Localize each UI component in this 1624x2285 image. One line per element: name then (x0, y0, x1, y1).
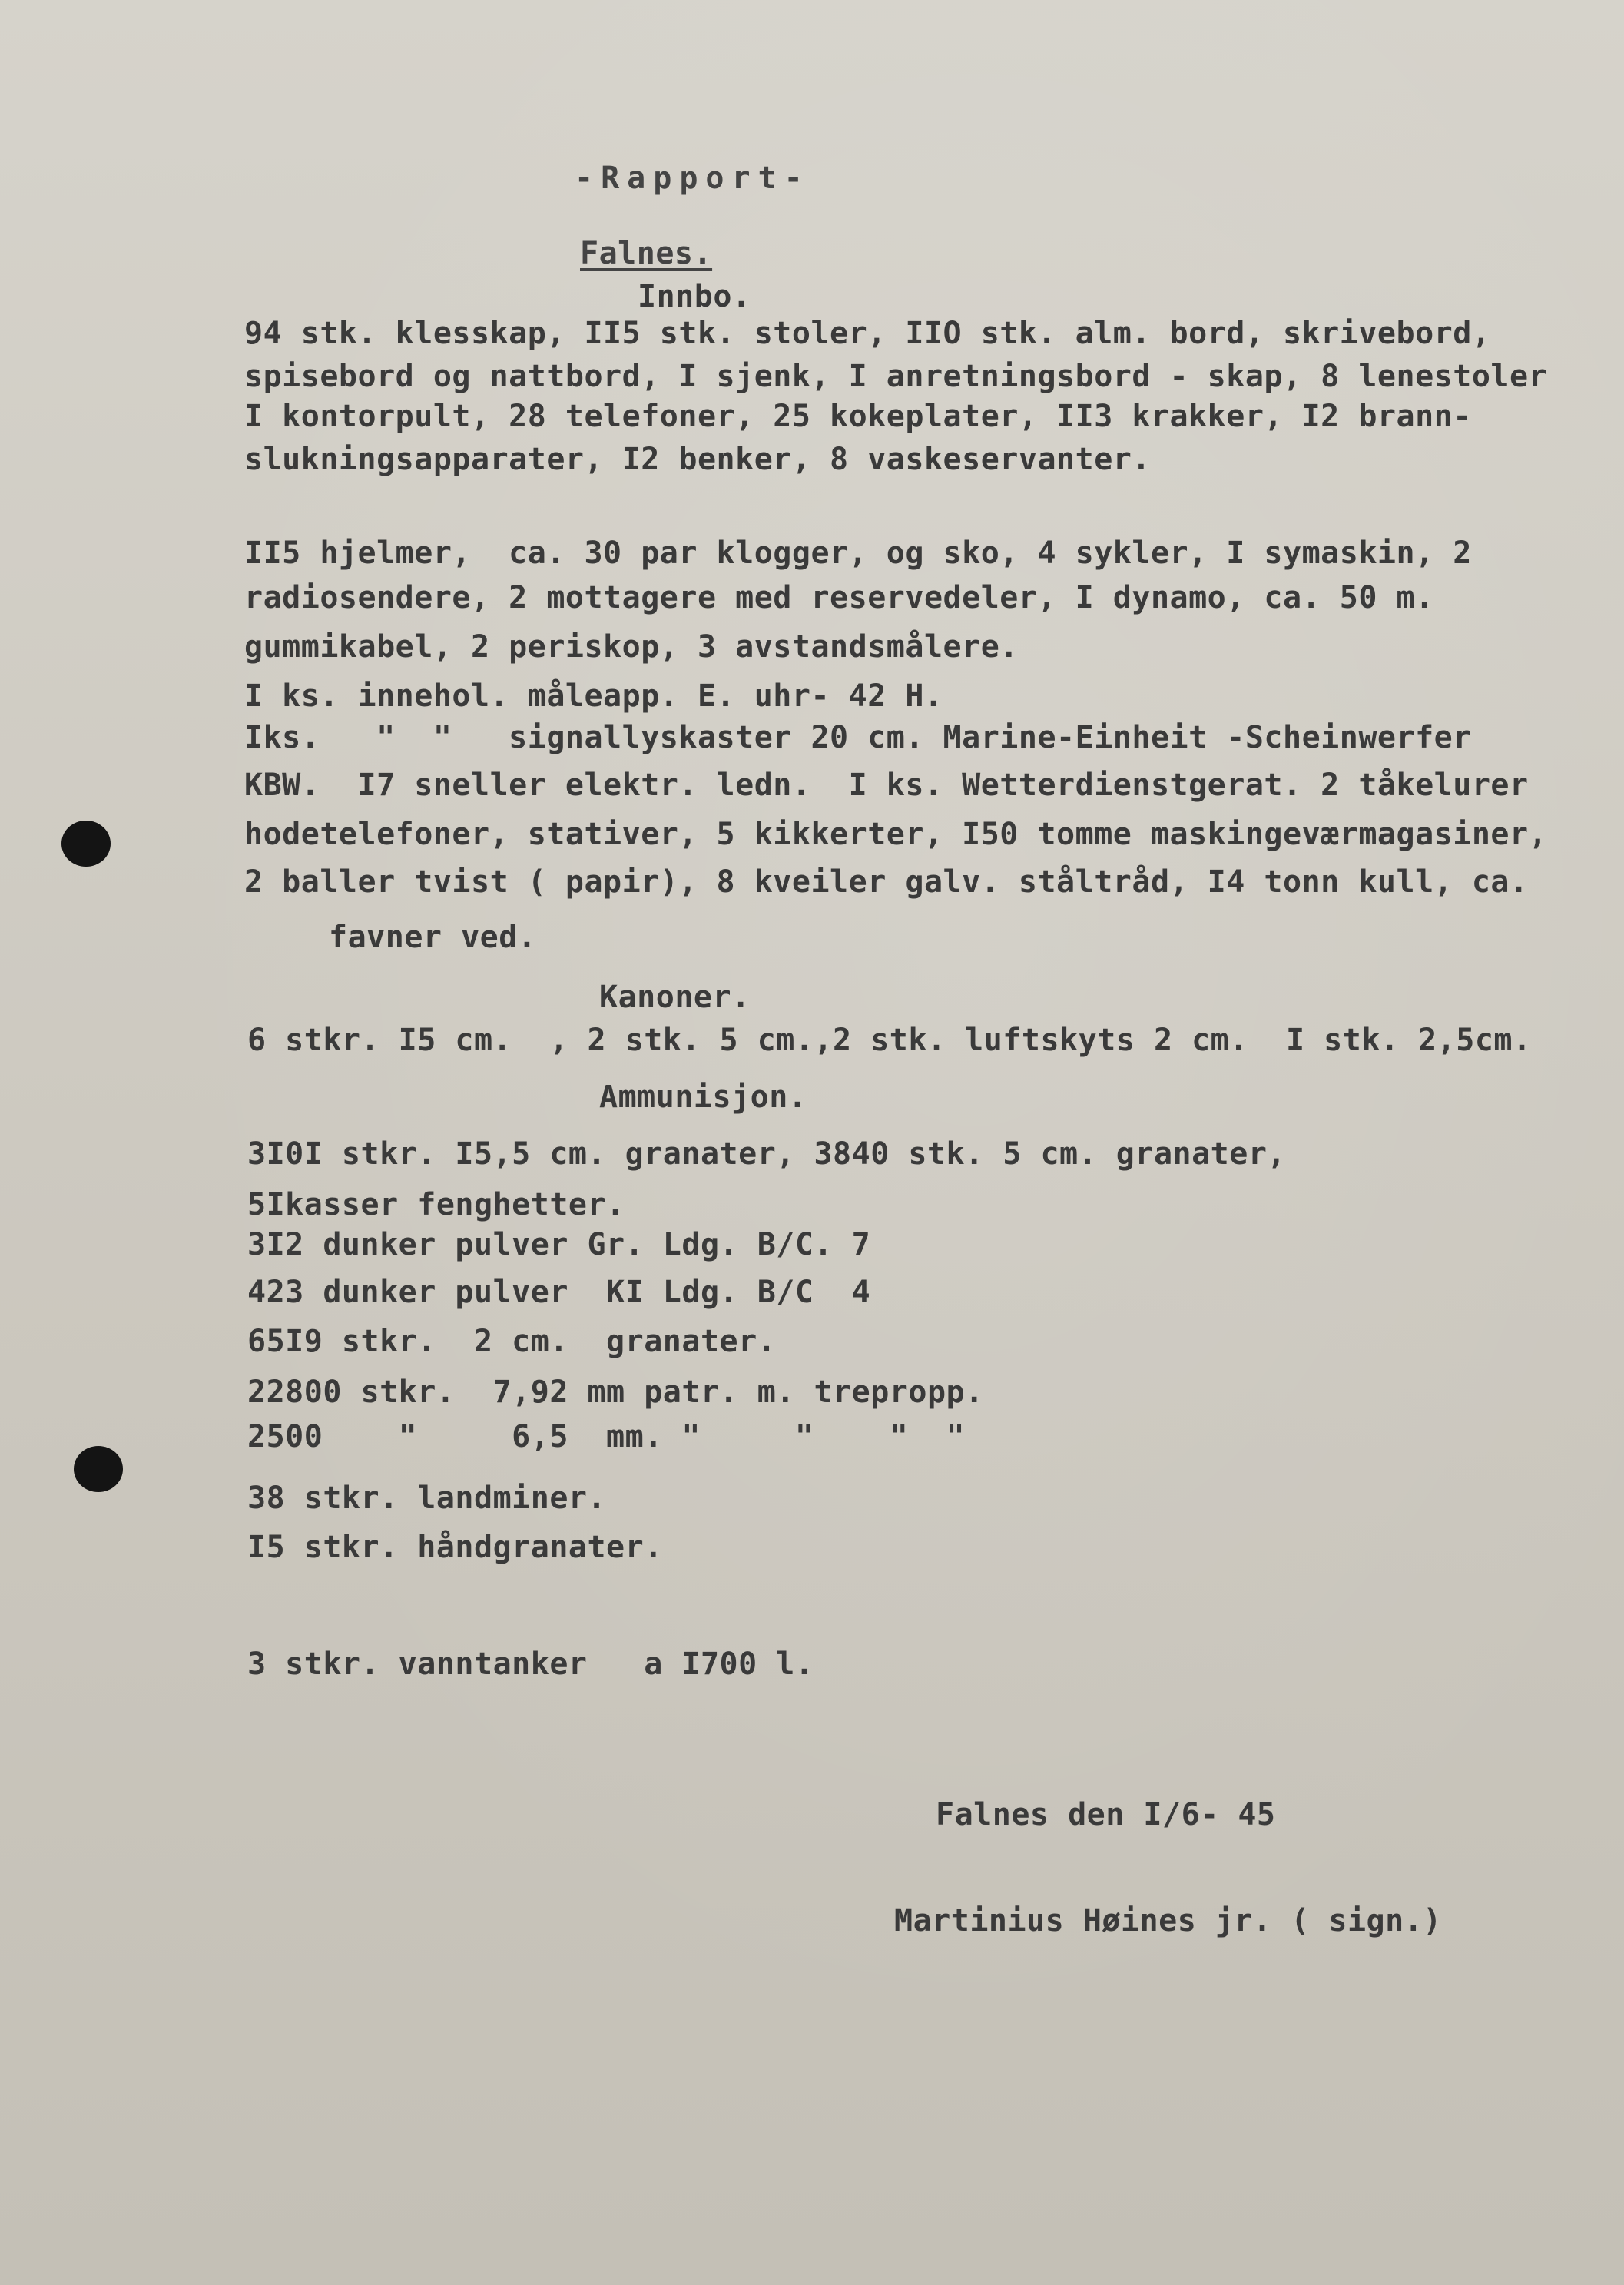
punch-hole-top (61, 821, 111, 867)
ammunisjon-line: 22800 stkr. 7,92 mm patr. m. trepropp. (247, 1375, 984, 1410)
utstyr-line: favner ved. (329, 920, 537, 955)
kanoner-line: 6 stkr. I5 cm. , 2 stk. 5 cm.,2 stk. luftskyts 2 cm. I stk. 2,5cm. (247, 1023, 1532, 1058)
innbo-line: I kontorpult, 28 telefoner, 25 kokeplater, II3 krakker, I2 brann- (244, 399, 1472, 434)
innbo-line: slukningsapparater, I2 benker, 8 vaskeservanter. (244, 442, 1151, 477)
utstyr-line: radiosendere, 2 mottagere med reservedeler, I dynamo, ca. 50 m. (244, 580, 1434, 615)
section-heading-kanoner: Kanoner. (599, 980, 751, 1015)
utstyr-line: I ks. innehol. måleapp. E. uhr- 42 H. (244, 678, 943, 714)
report-place: Falnes. (580, 236, 713, 271)
ammunisjon-line: I5 stkr. håndgranater. (247, 1530, 663, 1565)
punch-hole-bottom (74, 1446, 123, 1492)
ammunisjon-line: 5Ikasser fenghetter. (247, 1187, 625, 1222)
ammunisjon-line: 423 dunker pulver KI Ldg. B/C 4 (247, 1275, 871, 1310)
ammunisjon-line: 3I0I stkr. I5,5 cm. granater, 3840 stk. 5 cm. granater, (247, 1136, 1287, 1172)
utstyr-line: KBW. I7 sneller elektr. ledn. I ks. Wetterdienstgerat. 2 tåkelurer (244, 768, 1529, 803)
ammunisjon-line: 2500 " 6,5 mm. " " " " (247, 1419, 966, 1454)
signature-line: Martinius Høines jr. ( sign.) (894, 1903, 1442, 1938)
utstyr-line: Iks. " " signallyskaster 20 cm. Marine-Einheit -Scheinwerfer (244, 720, 1472, 755)
section-heading-ammunisjon: Ammunisjon. (599, 1079, 807, 1115)
utstyr-line: gummikabel, 2 periskop, 3 avstandsmålere. (244, 629, 1019, 665)
innbo-line: 94 stk. klesskap, II5 stk. stoler, IIO stk. alm. bord, skrivebord, (244, 316, 1491, 351)
ammunisjon-line: 65I9 stkr. 2 cm. granater. (247, 1324, 777, 1359)
section-heading-innbo: Innbo. (638, 279, 751, 314)
date-line: Falnes den I/6- 45 (936, 1797, 1276, 1832)
utstyr-line: hodetelefoner, stativer, 5 kikkerter, I50 tomme maskingeværmagasiner, (244, 817, 1548, 852)
utstyr-line: 2 baller tvist ( papir), 8 kveiler galv. ståltråd, I4 tonn kull, ca. (244, 864, 1529, 900)
innbo-line: spisebord og nattbord, I sjenk, I anretningsbord - skap, 8 lenestoler (244, 359, 1548, 394)
report-title: -Rapport- (575, 161, 810, 196)
utstyr-line: II5 hjelmer, ca. 30 par klogger, og sko, 4 sykler, I symaskin, 2 (244, 536, 1472, 571)
tanker-line: 3 stkr. vanntanker a I700 l. (247, 1647, 814, 1682)
ammunisjon-line: 3I2 dunker pulver Gr. Ldg. B/C. 7 (247, 1227, 871, 1262)
ammunisjon-line: 38 stkr. landminer. (247, 1481, 607, 1516)
